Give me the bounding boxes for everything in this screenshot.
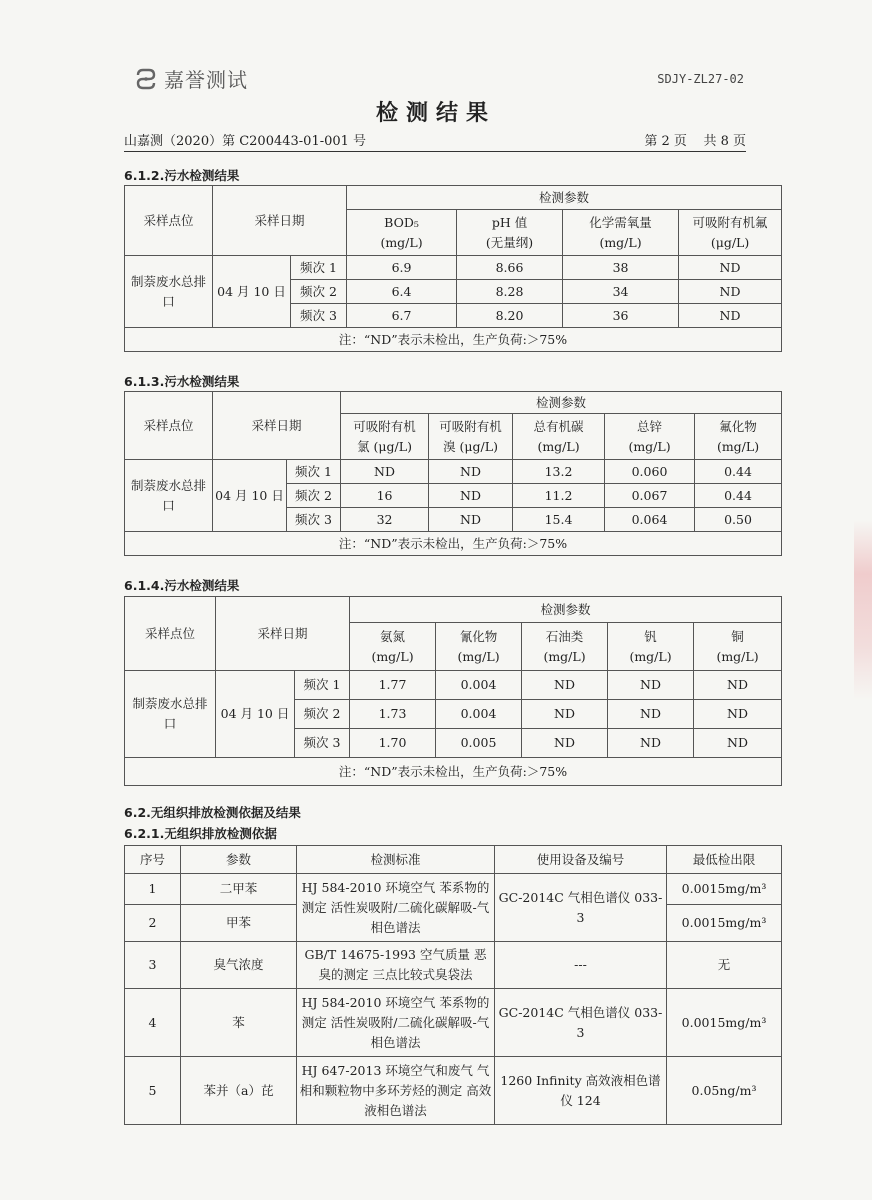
- site-cell: 制萘废水总排口: [125, 256, 213, 328]
- param-header: 氟化物 (mg/L): [695, 414, 782, 460]
- date-cell: 04 月 10 日: [213, 460, 287, 532]
- value-cell: ND: [608, 671, 694, 700]
- param-cell: 苯并（a）芘: [181, 1057, 297, 1125]
- section-title-62: 6.2.无组织排放检测依据及结果: [124, 805, 301, 820]
- no-cell: 2: [125, 905, 181, 942]
- section-title-614: 6.1.4.污水检测结果: [124, 578, 240, 593]
- standard-cell: HJ 584-2010 环境空气 苯系物的测定 活性炭吸附/二硫化碳解吸-气相色谱法: [297, 874, 495, 942]
- value-cell: 0.44: [695, 484, 782, 508]
- page-info: 第 2 页 共 8 页: [644, 134, 746, 149]
- table-note: 注：“ND”表示未检出，生产负荷:＞75%: [125, 328, 782, 352]
- value-cell: 16: [341, 484, 429, 508]
- header-params: 检测参数: [347, 186, 782, 210]
- equipment-cell: GC-2014C 气相色谱仪 033-3: [495, 989, 667, 1057]
- report-subheader: [124, 130, 746, 152]
- section-title-621: 6.2.1.无组织排放检测依据: [124, 826, 277, 841]
- header-date: 采样日期: [213, 186, 347, 256]
- freq-cell: 频次 1: [287, 460, 341, 484]
- value-cell: ND: [679, 256, 782, 280]
- value-cell: 0.064: [605, 508, 695, 532]
- value-cell: ND: [608, 700, 694, 729]
- param-header: 化学需氧量 (mg/L): [563, 210, 679, 256]
- value-cell: 6.4: [347, 280, 457, 304]
- value-cell: ND: [608, 729, 694, 758]
- value-cell: 1.77: [350, 671, 436, 700]
- value-cell: ND: [679, 304, 782, 328]
- param-header: 可吸附有机氟 (μg/L): [679, 210, 782, 256]
- value-cell: ND: [679, 280, 782, 304]
- table-row: [125, 460, 782, 484]
- table-note: 注：“ND”表示未检出，生产负荷:＞75%: [125, 532, 782, 556]
- value-cell: 0.005: [436, 729, 522, 758]
- value-cell: 8.66: [457, 256, 563, 280]
- value-cell: ND: [429, 484, 513, 508]
- param-header: 氨氮 (mg/L): [350, 623, 436, 671]
- freq-cell: 频次 3: [291, 304, 347, 328]
- value-cell: 11.2: [513, 484, 605, 508]
- section-title-612: 6.1.2.污水检测结果: [124, 168, 240, 183]
- report-number: 山嘉测（2020）第 C200443-01-001 号: [124, 134, 367, 149]
- document-code: SDJY-ZL27-02: [657, 72, 744, 86]
- value-cell: 8.28: [457, 280, 563, 304]
- no-cell: 3: [125, 942, 181, 989]
- header-params: 检测参数: [350, 597, 782, 623]
- logo-icon: [134, 67, 158, 91]
- freq-cell: 频次 2: [295, 700, 350, 729]
- header-params: 检测参数: [341, 392, 782, 414]
- value-cell: ND: [694, 671, 782, 700]
- header-param: 参数: [181, 846, 297, 874]
- equipment-cell: ---: [495, 942, 667, 989]
- param-header: 钒 (mg/L): [608, 623, 694, 671]
- table-row: [125, 256, 782, 280]
- header-site: 采样点位: [125, 186, 213, 256]
- param-header: 氰化物 (mg/L): [436, 623, 522, 671]
- freq-cell: 频次 2: [287, 484, 341, 508]
- value-cell: 0.004: [436, 700, 522, 729]
- value-cell: 36: [563, 304, 679, 328]
- basis-table-621: [124, 845, 782, 1125]
- value-cell: ND: [429, 460, 513, 484]
- value-cell: 6.7: [347, 304, 457, 328]
- value-cell: 0.004: [436, 671, 522, 700]
- value-cell: 13.2: [513, 460, 605, 484]
- logo-text: 嘉誉测试: [164, 68, 248, 92]
- header-limit: 最低检出限: [667, 846, 782, 874]
- value-cell: ND: [522, 729, 608, 758]
- limit-cell: 0.05ng/m³: [667, 1057, 782, 1125]
- header-date: 采样日期: [213, 392, 341, 460]
- param-cell: 二甲苯: [181, 874, 297, 905]
- site-cell: 制萘废水总排口: [125, 671, 216, 758]
- table-note: 注：“ND”表示未检出，生产负荷:＞75%: [125, 758, 782, 786]
- equipment-cell: 1260 Infinity 高效液相色谱仪 124: [495, 1057, 667, 1125]
- value-cell: 1.70: [350, 729, 436, 758]
- company-logo: [134, 64, 248, 93]
- value-cell: 1.73: [350, 700, 436, 729]
- equipment-cell: GC-2014C 气相色谱仪 033-3: [495, 874, 667, 942]
- standard-cell: HJ 584-2010 环境空气 苯系物的测定 活性炭吸附/二硫化碳解吸-气相色谱法: [297, 989, 495, 1057]
- table-row: [125, 989, 782, 1057]
- value-cell: 0.44: [695, 460, 782, 484]
- param-header: 石油类 (mg/L): [522, 623, 608, 671]
- header-no: 序号: [125, 846, 181, 874]
- no-cell: 1: [125, 874, 181, 905]
- header-equipment: 使用设备及编号: [495, 846, 667, 874]
- param-header: 可吸附有机 溴 (μg/L): [429, 414, 513, 460]
- param-header: BOD₅ (mg/L): [347, 210, 457, 256]
- limit-cell: 0.0015mg/m³: [667, 874, 782, 905]
- param-header: pH 值 (无量纲): [457, 210, 563, 256]
- value-cell: 0.067: [605, 484, 695, 508]
- table-row: [125, 671, 782, 700]
- value-cell: 8.20: [457, 304, 563, 328]
- limit-cell: 0.0015mg/m³: [667, 989, 782, 1057]
- value-cell: 34: [563, 280, 679, 304]
- freq-cell: 频次 3: [287, 508, 341, 532]
- header-site: 采样点位: [125, 392, 213, 460]
- header-standard: 检测标准: [297, 846, 495, 874]
- param-header: 可吸附有机 氯 (μg/L): [341, 414, 429, 460]
- date-cell: 04 月 10 日: [216, 671, 295, 758]
- value-cell: 6.9: [347, 256, 457, 280]
- table-row: [125, 942, 782, 989]
- freq-cell: 频次 3: [295, 729, 350, 758]
- standard-cell: GB/T 14675-1993 空气质量 恶臭的测定 三点比较式臭袋法: [297, 942, 495, 989]
- value-cell: ND: [522, 671, 608, 700]
- wastewater-table-613: [124, 391, 782, 556]
- value-cell: ND: [694, 700, 782, 729]
- page-title: 检测结果: [375, 101, 496, 126]
- value-cell: ND: [694, 729, 782, 758]
- header-date: 采样日期: [216, 597, 350, 671]
- param-cell: 甲苯: [181, 905, 297, 942]
- value-cell: 32: [341, 508, 429, 532]
- param-header: 总有机碳 (mg/L): [513, 414, 605, 460]
- table-row: [125, 1057, 782, 1125]
- wastewater-table-612: [124, 185, 782, 352]
- param-cell: 臭气浓度: [181, 942, 297, 989]
- value-cell: 15.4: [513, 508, 605, 532]
- value-cell: ND: [341, 460, 429, 484]
- table-row: [125, 874, 782, 905]
- value-cell: 38: [563, 256, 679, 280]
- seal-edge-mark: [854, 520, 872, 700]
- param-header: 铜 (mg/L): [694, 623, 782, 671]
- limit-cell: 无: [667, 942, 782, 989]
- freq-cell: 频次 2: [291, 280, 347, 304]
- limit-cell: 0.0015mg/m³: [667, 905, 782, 942]
- standard-cell: HJ 647-2013 环境空气和废气 气相和颗粒物中多环芳烃的测定 高效液相色谱法: [297, 1057, 495, 1125]
- site-cell: 制萘废水总排口: [125, 460, 213, 532]
- param-header: 总锌 (mg/L): [605, 414, 695, 460]
- param-cell: 苯: [181, 989, 297, 1057]
- freq-cell: 频次 1: [291, 256, 347, 280]
- value-cell: ND: [522, 700, 608, 729]
- value-cell: 0.060: [605, 460, 695, 484]
- no-cell: 5: [125, 1057, 181, 1125]
- value-cell: 0.50: [695, 508, 782, 532]
- no-cell: 4: [125, 989, 181, 1057]
- freq-cell: 频次 1: [295, 671, 350, 700]
- value-cell: ND: [429, 508, 513, 532]
- date-cell: 04 月 10 日: [213, 256, 291, 328]
- wastewater-table-614: [124, 596, 782, 786]
- section-title-613: 6.1.3.污水检测结果: [124, 374, 240, 389]
- header-site: 采样点位: [125, 597, 216, 671]
